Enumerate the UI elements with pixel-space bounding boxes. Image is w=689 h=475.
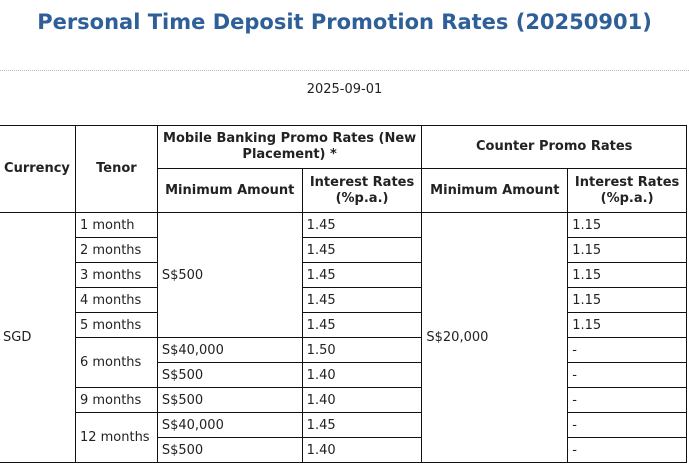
counter-rate-cell: - [568,388,687,413]
table-row [0,288,687,313]
mobile-min-amount-cell: S$500 [157,438,302,463]
mobile-rate-cell: 1.40 [302,363,422,388]
mobile-min-amount-cell: S$500 [157,388,302,413]
counter-rate-cell: 1.15 [568,213,687,238]
counter-rate-cell: - [568,438,687,463]
table-row [0,338,687,363]
table-row [0,313,687,338]
table-row [0,238,687,263]
header-counter-interest-rates: Interest Rates (%p.a.) [568,169,687,213]
mobile-min-amount-cell: S$500 [157,363,302,388]
header-row-group [0,126,687,169]
counter-rate-cell: 1.15 [568,288,687,313]
mobile-rate-cell: 1.45 [302,238,422,263]
counter-rate-cell: 1.15 [568,263,687,288]
tenor-cell: 6 months [75,338,157,388]
mobile-rate-cell: 1.50 [302,338,422,363]
dotted-divider [0,70,689,71]
counter-rate-cell: 1.15 [568,238,687,263]
promo-rates-table [0,125,687,463]
table-row [0,263,687,288]
mobile-rate-cell: 1.45 [302,288,422,313]
header-currency: Currency [0,126,75,213]
header-tenor: Tenor [75,126,157,213]
mobile-rate-cell: 1.45 [302,213,422,238]
tenor-cell: 1 month [75,213,157,238]
header-counter: Counter Promo Rates [422,126,687,169]
table-row [0,413,687,438]
counter-rate-cell: - [568,363,687,388]
mobile-min-amount-cell: S$40,000 [157,413,302,438]
mobile-rate-cell: 1.45 [302,413,422,438]
table-row [0,213,687,238]
tenor-cell: 4 months [75,288,157,313]
tenor-cell: 9 months [75,388,157,413]
header-mobile-banking: Mobile Banking Promo Rates (New Placement) * [157,126,422,169]
tenor-cell: 12 months [75,413,157,463]
mobile-min-amount-cell: S$40,000 [157,338,302,363]
tenor-cell: 2 months [75,238,157,263]
currency-cell: SGD [0,213,75,463]
header-counter-min-amount: Minimum Amount [422,169,568,213]
tenor-cell: 5 months [75,313,157,338]
mobile-min-amount-cell: S$500 [157,213,302,338]
tenor-cell: 3 months [75,263,157,288]
counter-rate-cell: - [568,338,687,363]
mobile-rate-cell: 1.45 [302,313,422,338]
mobile-rate-cell: 1.45 [302,263,422,288]
page-title: Personal Time Deposit Promotion Rates (20250901) [37,10,652,34]
counter-rate-cell: - [568,413,687,438]
counter-min-amount-cell: S$20,000 [422,213,568,463]
effective-date: 2025-09-01 [306,82,383,97]
table-row [0,388,687,413]
mobile-rate-cell: 1.40 [302,388,422,413]
header-mobile-interest-rates: Interest Rates (%p.a.) [302,169,422,213]
header-mobile-min-amount: Minimum Amount [157,169,302,213]
mobile-rate-cell: 1.40 [302,438,422,463]
counter-rate-cell: 1.15 [568,313,687,338]
